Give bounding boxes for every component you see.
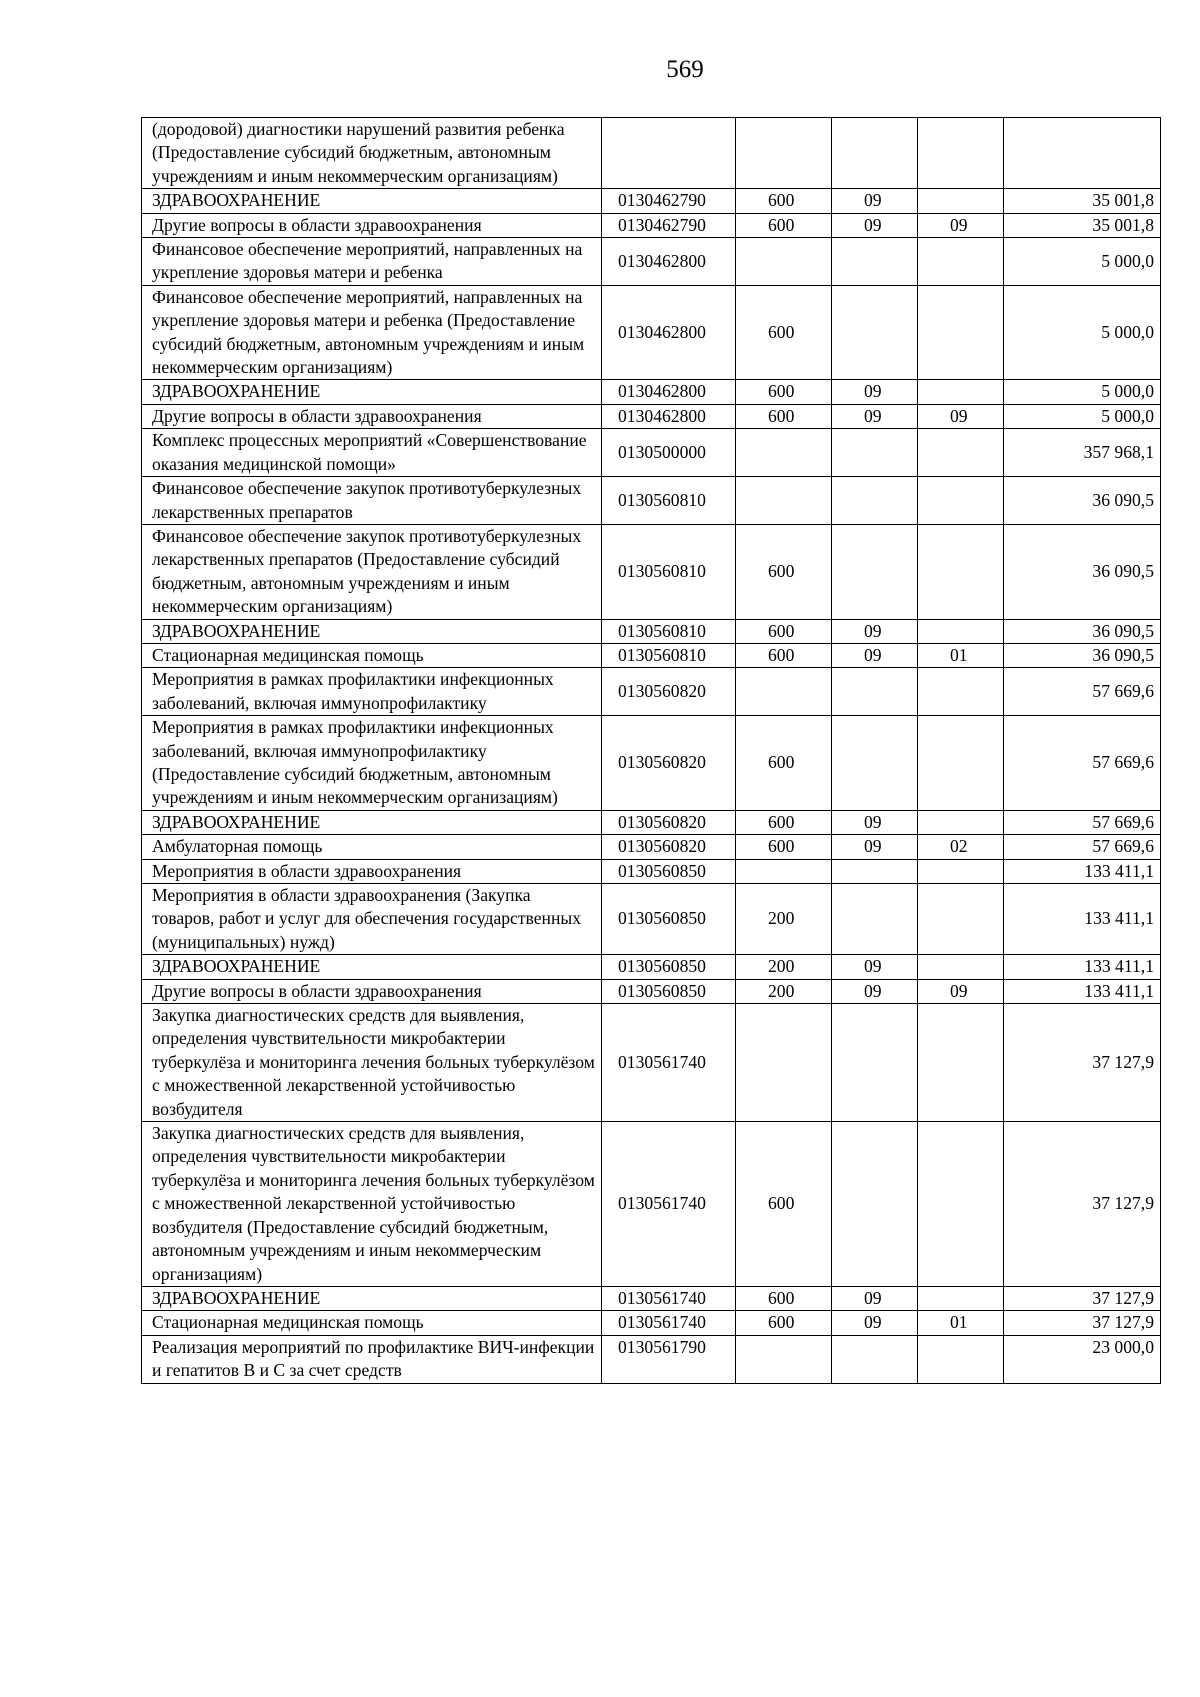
target-article-cell: 0130560850 (602, 859, 736, 883)
section-cell: 09 (832, 979, 918, 1003)
expense-name-cell: ЗДРАВООХРАНЕНИЕ (142, 380, 602, 404)
expense-type-cell (736, 668, 832, 716)
section-cell (832, 524, 918, 619)
table-row (142, 716, 1161, 811)
table-row (142, 1311, 1161, 1335)
subsection-cell (918, 118, 1004, 189)
expense-name-cell: Стационарная медицинская помощь (142, 643, 602, 667)
expense-type-cell: 600 (736, 189, 832, 213)
expense-name-cell: ЗДРАВООХРАНЕНИЕ (142, 1286, 602, 1310)
subsection-cell (918, 477, 1004, 525)
expense-type-cell: 600 (736, 810, 832, 834)
target-article-cell: 0130462800 (602, 404, 736, 428)
subsection-cell (918, 524, 1004, 619)
subsection-cell: 02 (918, 835, 1004, 859)
table-row (142, 1122, 1161, 1287)
expense-name-cell: Другие вопросы в области здравоохранения (142, 213, 602, 237)
amount-cell: 57 669,6 (1004, 716, 1161, 811)
expense-name-cell: ЗДРАВООХРАНЕНИЕ (142, 619, 602, 643)
expense-name-cell: Мероприятия в области здравоохранения (142, 859, 602, 883)
amount-cell: 57 669,6 (1004, 835, 1161, 859)
amount-cell: 36 090,5 (1004, 477, 1161, 525)
table-row (142, 1004, 1161, 1122)
section-cell: 09 (832, 1286, 918, 1310)
expense-type-cell (736, 118, 832, 189)
expense-name-cell: Комплекс процессных мероприятий «Совершенствование оказания медицинской помощи» (142, 429, 602, 477)
expense-name-cell: Финансовое обеспечение мероприятий, направленных на укрепление здоровья матери и ребенка (Предоставление субсидий бюджетным, автономным учреждениям и иным некоммерческим организациям) (142, 285, 602, 380)
table-body (142, 118, 1161, 1384)
table-row (142, 380, 1161, 404)
amount-cell: 36 090,5 (1004, 524, 1161, 619)
table-row (142, 979, 1161, 1003)
table-row (142, 859, 1161, 883)
table-row (142, 285, 1161, 380)
table-row (142, 668, 1161, 716)
table-row (142, 1286, 1161, 1310)
section-cell: 09 (832, 404, 918, 428)
amount-cell: 5 000,0 (1004, 404, 1161, 428)
expense-name-cell: Мероприятия в рамках профилактики инфекционных заболеваний, включая иммунопрофилактику (Предоставление субсидий бюджетным, автономным учреждениям и иным некоммерческим организациям) (142, 716, 602, 811)
amount-cell: 133 411,1 (1004, 979, 1161, 1003)
target-article-cell: 0130560820 (602, 668, 736, 716)
amount-cell: 23 000,0 (1004, 1335, 1161, 1383)
page-number: 569 (666, 56, 704, 83)
subsection-cell (918, 1286, 1004, 1310)
expense-type-cell: 200 (736, 884, 832, 955)
section-cell (832, 477, 918, 525)
target-article-cell: 0130462800 (602, 238, 736, 286)
expense-type-cell: 600 (736, 1286, 832, 1310)
amount-cell: 37 127,9 (1004, 1311, 1161, 1335)
expense-type-cell: 200 (736, 979, 832, 1003)
amount-cell: 35 001,8 (1004, 189, 1161, 213)
expense-name-cell: (дородовой) диагностики нарушений развития ребенка (Предоставление субсидий бюджетным, автономным учреждениям и иным некоммерческим организациям) (142, 118, 602, 189)
subsection-cell (918, 1335, 1004, 1383)
amount-cell: 133 411,1 (1004, 884, 1161, 955)
subsection-cell: 01 (918, 643, 1004, 667)
section-cell (832, 716, 918, 811)
table-row (142, 477, 1161, 525)
section-cell (832, 859, 918, 883)
amount-cell: 37 127,9 (1004, 1004, 1161, 1122)
table-row (142, 118, 1161, 189)
table-row (142, 619, 1161, 643)
expense-name-cell: Финансовое обеспечение закупок противотуберкулезных лекарственных препаратов (Предоставление субсидий бюджетным, автономным учреждениям и иным некоммерческим организациям) (142, 524, 602, 619)
target-article-cell: 0130462800 (602, 380, 736, 404)
expense-type-cell: 600 (736, 643, 832, 667)
table-row (142, 835, 1161, 859)
amount-cell: 57 669,6 (1004, 668, 1161, 716)
amount-cell: 36 090,5 (1004, 619, 1161, 643)
expense-type-cell: 600 (736, 619, 832, 643)
expense-name-cell: ЗДРАВООХРАНЕНИЕ (142, 810, 602, 834)
table-row (142, 1335, 1161, 1383)
section-cell: 09 (832, 835, 918, 859)
subsection-cell (918, 884, 1004, 955)
table-row (142, 810, 1161, 834)
target-article-cell: 0130462800 (602, 285, 736, 380)
expense-type-cell: 600 (736, 716, 832, 811)
expense-name-cell: ЗДРАВООХРАНЕНИЕ (142, 189, 602, 213)
amount-cell: 5 000,0 (1004, 238, 1161, 286)
target-article-cell: 0130560810 (602, 643, 736, 667)
section-cell (832, 1004, 918, 1122)
target-article-cell: 0130561740 (602, 1122, 736, 1287)
expense-name-cell: ЗДРАВООХРАНЕНИЕ (142, 955, 602, 979)
amount-cell: 5 000,0 (1004, 380, 1161, 404)
target-article-cell: 0130560810 (602, 524, 736, 619)
subsection-cell: 09 (918, 979, 1004, 1003)
expense-type-cell: 600 (736, 1311, 832, 1335)
section-cell: 09 (832, 643, 918, 667)
amount-cell (1004, 118, 1161, 189)
table-row (142, 189, 1161, 213)
section-cell: 09 (832, 619, 918, 643)
section-cell (832, 1335, 918, 1383)
subsection-cell: 09 (918, 213, 1004, 237)
target-article-cell: 0130560820 (602, 835, 736, 859)
expense-name-cell: Стационарная медицинская помощь (142, 1311, 602, 1335)
subsection-cell (918, 189, 1004, 213)
target-article-cell: 0130561790 (602, 1335, 736, 1383)
subsection-cell (918, 1122, 1004, 1287)
expense-name-cell: Реализация мероприятий по профилактике ВИЧ-инфекции и гепатитов В и С за счет средств (142, 1335, 602, 1383)
subsection-cell (918, 859, 1004, 883)
subsection-cell (918, 238, 1004, 286)
subsection-cell (918, 429, 1004, 477)
expense-name-cell: Финансовое обеспечение мероприятий, направленных на укрепление здоровья матери и ребенка (142, 238, 602, 286)
expense-type-cell: 600 (736, 380, 832, 404)
expense-type-cell: 600 (736, 404, 832, 428)
target-article-cell: 0130561740 (602, 1004, 736, 1122)
expense-type-cell: 600 (736, 285, 832, 380)
target-article-cell: 0130560850 (602, 884, 736, 955)
amount-cell: 36 090,5 (1004, 643, 1161, 667)
subsection-cell (918, 716, 1004, 811)
expense-name-cell: Закупка диагностических средств для выявления, определения чувствительности микробактерии туберкулёза и мониторинга лечения больных туберкулёзом с множественной лекарственной устойчивостью возбудителя (Предоставление субсидий бюджетным, автономным учреждениям и иным некоммерческим организациям) (142, 1122, 602, 1287)
expense-name-cell: Мероприятия в области здравоохранения (Закупка товаров, работ и услуг для обеспечения государственных (муниципальных) нужд) (142, 884, 602, 955)
target-article-cell: 0130560820 (602, 716, 736, 811)
amount-cell: 37 127,9 (1004, 1286, 1161, 1310)
subsection-cell (918, 619, 1004, 643)
section-cell: 09 (832, 189, 918, 213)
target-article-cell: 0130561740 (602, 1311, 736, 1335)
table-row (142, 404, 1161, 428)
expense-type-cell (736, 1335, 832, 1383)
subsection-cell: 01 (918, 1311, 1004, 1335)
section-cell (832, 238, 918, 286)
section-cell (832, 285, 918, 380)
subsection-cell: 09 (918, 404, 1004, 428)
expense-type-cell (736, 859, 832, 883)
target-article-cell: 0130560850 (602, 979, 736, 1003)
target-article-cell: 0130560850 (602, 955, 736, 979)
section-cell: 09 (832, 380, 918, 404)
subsection-cell (918, 955, 1004, 979)
expense-type-cell: 200 (736, 955, 832, 979)
target-article-cell: 0130561740 (602, 1286, 736, 1310)
table-row (142, 238, 1161, 286)
table-row (142, 643, 1161, 667)
budget-table (141, 117, 1161, 1384)
section-cell (832, 884, 918, 955)
expense-type-cell: 600 (736, 1122, 832, 1287)
amount-cell: 57 669,6 (1004, 810, 1161, 834)
expense-type-cell (736, 238, 832, 286)
amount-cell: 357 968,1 (1004, 429, 1161, 477)
table-row (142, 955, 1161, 979)
section-cell (832, 1122, 918, 1287)
section-cell: 09 (832, 1311, 918, 1335)
expense-name-cell: Амбулаторная помощь (142, 835, 602, 859)
table-row (142, 213, 1161, 237)
expense-type-cell (736, 1004, 832, 1122)
expense-name-cell: Другие вопросы в области здравоохранения (142, 979, 602, 1003)
expense-name-cell: Финансовое обеспечение закупок противотуберкулезных лекарственных препаратов (142, 477, 602, 525)
amount-cell: 37 127,9 (1004, 1122, 1161, 1287)
expense-name-cell: Мероприятия в рамках профилактики инфекционных заболеваний, включая иммунопрофилактику (142, 668, 602, 716)
expense-type-cell (736, 477, 832, 525)
amount-cell: 133 411,1 (1004, 859, 1161, 883)
subsection-cell (918, 668, 1004, 716)
expense-name-cell: Закупка диагностических средств для выявления, определения чувствительности микробактерии туберкулёза и мониторинга лечения больных туберкулёзом с множественной лекарственной устойчивостью возбудителя (142, 1004, 602, 1122)
target-article-cell: 0130560810 (602, 619, 736, 643)
table-row (142, 429, 1161, 477)
section-cell (832, 118, 918, 189)
section-cell: 09 (832, 213, 918, 237)
expense-name-cell: Другие вопросы в области здравоохранения (142, 404, 602, 428)
subsection-cell (918, 810, 1004, 834)
expense-type-cell: 600 (736, 835, 832, 859)
table-row (142, 884, 1161, 955)
target-article-cell: 0130462790 (602, 213, 736, 237)
section-cell: 09 (832, 810, 918, 834)
target-article-cell (602, 118, 736, 189)
subsection-cell (918, 380, 1004, 404)
target-article-cell: 0130560820 (602, 810, 736, 834)
expense-type-cell (736, 429, 832, 477)
target-article-cell: 0130560810 (602, 477, 736, 525)
target-article-cell: 0130500000 (602, 429, 736, 477)
amount-cell: 35 001,8 (1004, 213, 1161, 237)
expense-type-cell: 600 (736, 524, 832, 619)
section-cell: 09 (832, 955, 918, 979)
subsection-cell (918, 1004, 1004, 1122)
table-row (142, 524, 1161, 619)
subsection-cell (918, 285, 1004, 380)
section-cell (832, 668, 918, 716)
expense-type-cell: 600 (736, 213, 832, 237)
target-article-cell: 0130462790 (602, 189, 736, 213)
section-cell (832, 429, 918, 477)
amount-cell: 133 411,1 (1004, 955, 1161, 979)
amount-cell: 5 000,0 (1004, 285, 1161, 380)
